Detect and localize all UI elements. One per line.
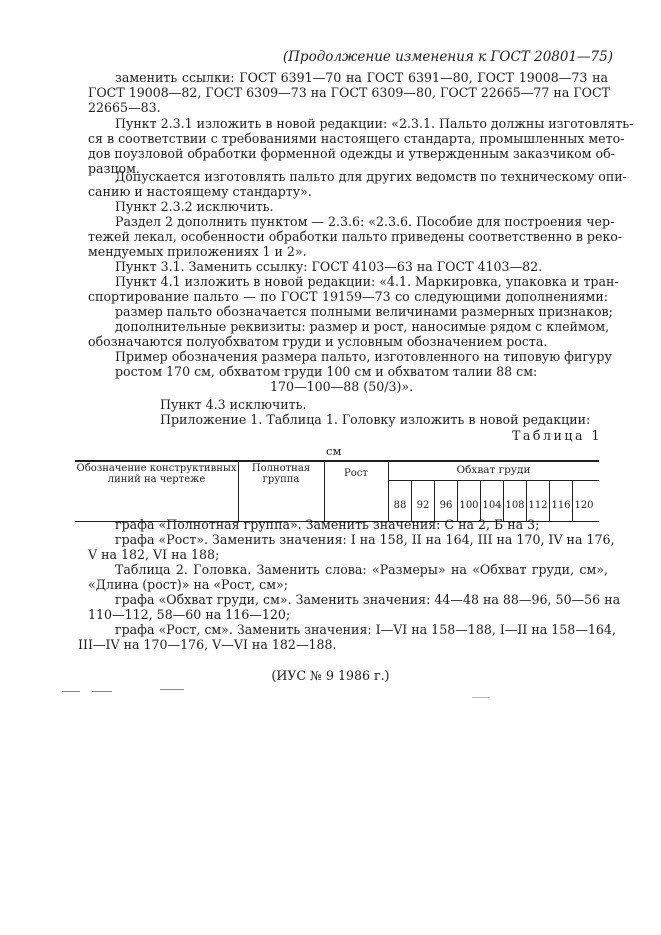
text-line: Таблица 2. Головка. Заменить слова: «Размеры» на «Обхват груди, см», [115,562,608,577]
text-line: дов поузловой обработки форменной одежды и утвержденным заказчиком об- [88,146,615,161]
text-line: размер пальто обозначается полными величинами размерных признаков; [115,304,613,319]
table-header [75,460,599,522]
text-line: 110—112, 58—60 на 116—120; [88,607,291,622]
text-line: V на 182, VI на 188; [88,547,220,562]
col-header-line: Обозначение конструктивных [76,463,237,474]
text-line: Пункт 4.1 изложить в новой редакции: «4.1. Маркировка, упаковка и тран- [115,274,619,289]
chest-value: 100 [459,500,479,511]
text-line: Пункт 2.3.2 исключить. [115,199,274,214]
col-header-line: Полнотная [251,463,311,474]
text-line: заменить ссылки: ГОСТ 6391—70 на ГОСТ 6391—80, ГОСТ 19008—73 на [115,70,608,85]
text-line: Раздел 2 дополнить пунктом — 2.3.6: «2.3.6. Пособие для построения чер- [115,214,615,229]
chest-value: 96 [439,500,453,511]
text-line: ся в соответствии с требованиями настоящего стандарта, промышленных мето- [88,131,625,146]
col-header-group [238,463,324,485]
col-header-line: группа [262,474,300,485]
text-line: 170—100—88 (50/3)». [270,379,414,394]
text-line: дополнительные реквизиты: размер и рост, наносимые рядом с клеймом, [115,319,610,334]
text-line: ГОСТ 19008—82, ГОСТ 6309—73 на ГОСТ 6309—80, ГОСТ 22665—77 на ГОСТ [88,85,611,100]
scan-mark [62,691,80,692]
scan-mark [160,689,184,690]
text-line: Допускается изготовлять пальто для других ведомств по техническому опи- [115,169,627,184]
col-header-chest: Обхват груди [456,464,531,476]
text-line: санию и настоящему стандарту». [88,184,312,199]
text-line: ростом 170 см, обхватом груди 100 см и обхватом талии 88 см: [115,364,538,379]
text-line: Пример обозначения размера пальто, изготовленного на типовую фигуру [115,349,612,364]
scan-mark [472,697,490,698]
text-line: разцом. [88,161,140,176]
text-line: графа «Полнотная группа». Заменить значения: С на 2, Б на 3; [115,517,540,532]
scan-mark [92,691,112,692]
table-unit: см [326,444,342,458]
table-top-rule [75,460,599,462]
text-line: «Длина (рост)» на «Рост, см»; [88,577,288,592]
table-caption: Таблица 1 [512,428,603,443]
footer-source: (ИУС № 9 1986 г.) [271,668,390,683]
col-header-line: линий на чертеже [107,474,206,485]
table-group-rule [388,480,599,481]
text-line: 22665—83. [88,100,161,115]
col-header-designation [75,463,238,485]
chest-value: 92 [416,500,430,511]
text-line: Пункт 4.3 исключить. [160,397,307,412]
text-line: графа «Рост, см». Заменить значения: I—VI на 158—188, I—II на 158—164, [115,622,616,637]
chest-value: 116 [551,500,571,511]
chest-value: 112 [528,500,548,511]
text-line: Пункт 2.3.1 изложить в новой редакции: «2.3.1. Пальто должны изготовлять- [115,116,634,131]
chest-value: 108 [505,500,525,511]
text-line: Приложение 1. Таблица 1. Головку изложить в новой редакции: [160,412,591,427]
chest-value: 88 [393,500,407,511]
chest-value: 120 [574,500,594,511]
text-line: обозначаются полуобхватом груди и условным обозначением роста. [88,334,548,349]
page-header: (Продолжение изменения к ГОСТ 20801—75) [282,49,613,65]
col-header-height: Рост [344,468,368,479]
text-line: мендуемых приложениях 1 и 2». [88,244,307,259]
text-line: III—IV на 170—176, V—VI на 182—188. [78,637,337,652]
chest-value: 104 [482,500,502,511]
text-line: графа «Рост». Заменить значения: I на 158, II на 164, III на 170, IV на 176, [115,532,615,547]
text-line: Пункт 3.1. Заменить ссылку: ГОСТ 4103—63 на ГОСТ 4103—82. [115,259,543,274]
text-line: графа «Обхват груди, см». Заменить значения: 44—48 на 88—96, 50—56 на [115,592,621,607]
text-line: тежей лекал, особенности обработки пальто приведены соответственно в реко- [88,229,623,244]
text-line: спортирование пальто — по ГОСТ 19159—73 со следующими дополнениями: [88,289,608,304]
